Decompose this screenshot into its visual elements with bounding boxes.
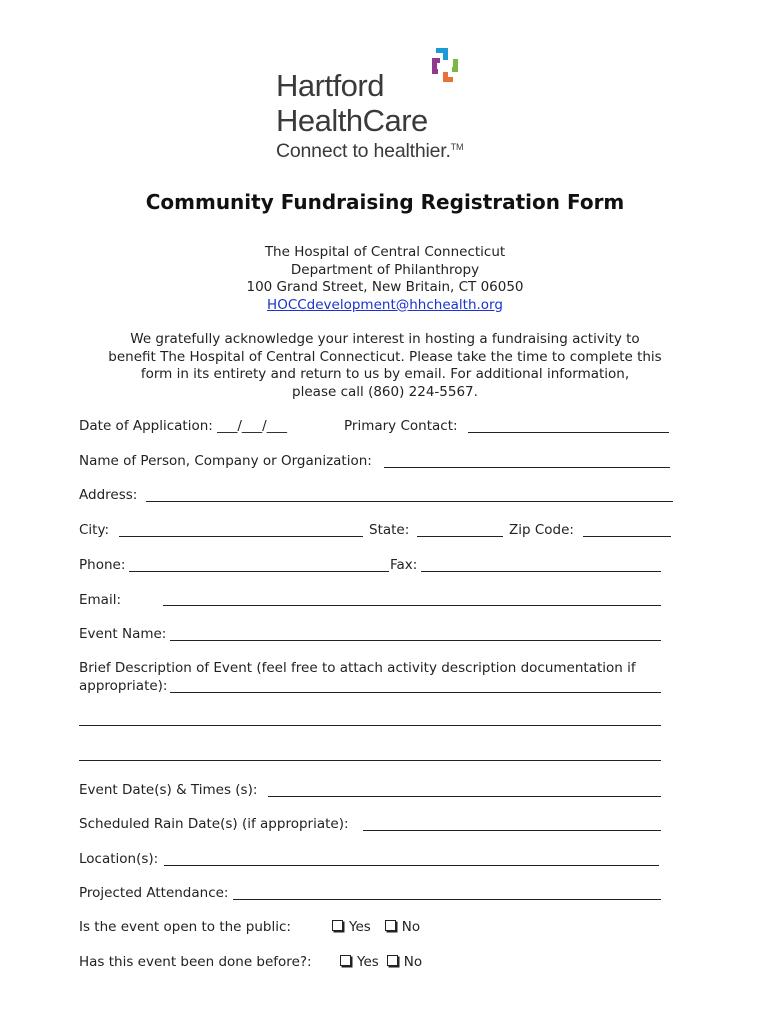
done-before-options: [340, 954, 436, 970]
primary-contact-label: Primary Contact:: [344, 418, 458, 434]
address-field[interactable]: [146, 501, 673, 502]
city-label: City:: [79, 522, 110, 538]
primary-contact-field[interactable]: [468, 432, 669, 433]
projected-attendance-field[interactable]: [233, 899, 661, 900]
checkbox-icon[interactable]: [385, 920, 396, 931]
fax-label: Fax:: [390, 557, 418, 573]
zip-code-label: Zip Code:: [509, 522, 574, 538]
event-dates-field[interactable]: [268, 796, 661, 797]
done-before-yes-option[interactable]: [340, 954, 379, 970]
intro-line: We gratefully acknowledge your interest in hosting a fundraising activity to: [130, 331, 640, 347]
checkbox-icon[interactable]: [332, 920, 343, 931]
hartford-healthcare-logo: [276, 44, 506, 166]
event-name-label: Event Name:: [79, 626, 167, 642]
organization-header: [0, 244, 770, 314]
open-to-public-options: [332, 919, 434, 935]
logo-line-hartford: Hartford: [276, 68, 384, 103]
open-to-public-no-option[interactable]: [385, 919, 420, 935]
intro-line: please call (860) 224-5567.: [292, 383, 478, 400]
checkbox-icon[interactable]: [340, 955, 351, 966]
brief-description-label: Brief Description of Event (feel free to attach activity description documentation if: [79, 660, 636, 676]
brief-description-label-cont: appropriate):: [79, 678, 168, 694]
address-label: Address:: [79, 487, 138, 503]
locations-label: Location(s):: [79, 851, 159, 867]
intro-line: form in its entirety and return to us by email. For additional information,: [140, 366, 630, 382]
event-dates-label: Event Date(s) & Times (s):: [79, 782, 258, 798]
name-organization-label: Name of Person, Company or Organization:: [79, 453, 372, 469]
organization-address: 100 Grand Street, New Britain, CT 06050: [246, 279, 524, 295]
phone-label: Phone:: [79, 557, 126, 573]
yes-label: Yes: [357, 954, 379, 970]
no-label: No: [403, 954, 423, 970]
email-label: Email:: [79, 592, 122, 608]
form-title: Community Fundraising Registration Form: [145, 190, 625, 214]
logo-mark-icon: [418, 44, 462, 88]
open-to-public-yes-option[interactable]: [332, 919, 371, 935]
yes-label: Yes: [349, 919, 371, 935]
no-label: No: [401, 919, 421, 935]
date-of-application-label: Date of Application: ___/___/___: [79, 418, 287, 434]
projected-attendance-label: Projected Attendance:: [79, 885, 229, 901]
intro-line: benefit The Hospital of Central Connecticut. Please take the time to complete this: [108, 348, 662, 365]
logo-tagline: [276, 140, 463, 163]
contact-email-link[interactable]: HOCCdevelopment@hhchealth.org: [267, 296, 503, 313]
city-field[interactable]: [119, 536, 363, 537]
trademark-mark: TM: [450, 142, 464, 152]
zip-code-field[interactable]: [583, 536, 671, 537]
event-name-field[interactable]: [170, 640, 661, 641]
logo-line-healthcare: HealthCare: [276, 103, 428, 138]
done-before-no-option[interactable]: [387, 954, 422, 970]
brief-description-field-line-3[interactable]: [79, 760, 661, 761]
intro-paragraph: [0, 331, 770, 401]
state-field[interactable]: [417, 536, 503, 537]
email-field[interactable]: [163, 605, 661, 606]
rain-dates-label: Scheduled Rain Date(s) (if appropriate):: [79, 816, 349, 832]
phone-field[interactable]: [129, 571, 389, 572]
rain-dates-field[interactable]: [363, 830, 661, 831]
checkbox-icon[interactable]: [387, 955, 398, 966]
state-label: State:: [369, 522, 410, 538]
department-name: Department of Philanthropy: [290, 261, 480, 278]
locations-field[interactable]: [164, 865, 659, 866]
logo-tagline-text: Connect to healthier.: [276, 140, 451, 162]
brief-description-field-line-1[interactable]: [170, 692, 661, 693]
brief-description-field-line-2[interactable]: [79, 725, 661, 726]
organization-name: The Hospital of Central Connecticut: [264, 244, 506, 260]
done-before-label: Has this event been done before?:: [79, 954, 312, 970]
fax-field[interactable]: [421, 571, 661, 572]
name-organization-field[interactable]: [384, 467, 670, 468]
open-to-public-label: Is the event open to the public:: [79, 919, 291, 935]
